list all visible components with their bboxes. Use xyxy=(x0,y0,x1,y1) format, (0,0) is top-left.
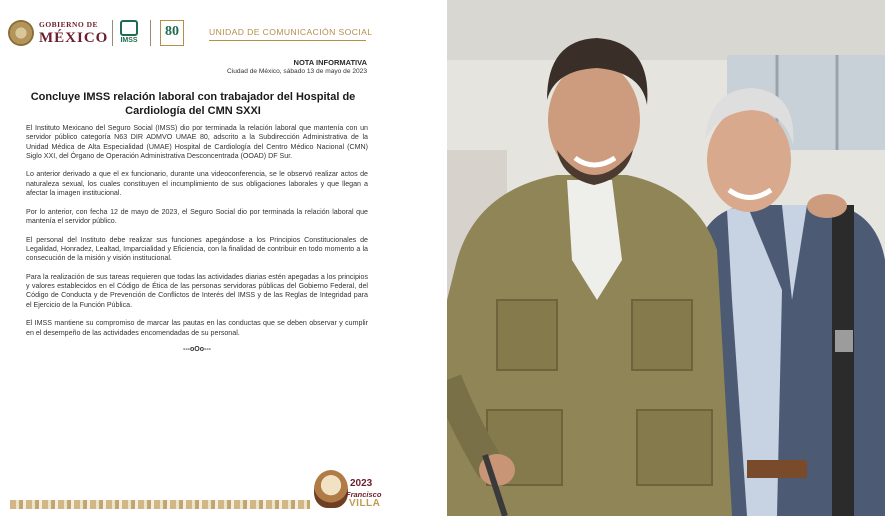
imss-logo xyxy=(118,20,140,46)
paragraph: Por lo anterior, con fecha 12 de mayo de 2023, el Seguro Social dio por terminada la relación laboral que mantenía el servidor público. xyxy=(26,207,368,225)
lower-pocket xyxy=(637,410,712,485)
photo-two-men xyxy=(447,0,885,516)
hand-on-shoulder xyxy=(807,194,847,218)
end-separator: ---oOo--- xyxy=(183,346,211,354)
press-release-document xyxy=(0,0,385,516)
ceiling xyxy=(447,0,885,60)
imss-logo-text: IMSS xyxy=(120,37,138,44)
paragraph: El personal del Instituto debe realizar sus funciones apegándose a los Principios Constitucionales de Legalidad, Honradez, Lealtad, Imparcialidad y Eficiencia, con la finalidad de contribuir en todo momento a la consecución de la misión y visión institucional. xyxy=(26,235,368,263)
footer-name-line1: Francisco xyxy=(346,490,382,499)
gob-small-text: GOBIERNO DE xyxy=(39,20,99,29)
paragraph: Lo anterior derivado a que el ex funcionario, durante una videoconferencia, se le observó realizar actos de naturaleza sexual, los cuales constituyen el incumplimiento de sus obligaciones laborales y que llegan a afectar la imagen institucional. xyxy=(26,170,368,198)
anniversary-logo: 80 xyxy=(160,20,184,46)
paragraph: El Instituto Mexicano del Seguro Social (IMSS) dio por terminada la relación laboral que mantenía con un servidor público categoría N63 DIR ADMVO UMAE 80, adscrito a la Subdirección Administrativa de la Unidad Médica de Alta Especialidad (UMAE) Hospital de Cardiología del Centro Médico Nacional (CMN) Siglo XXI, del Órgano de Operación Administrativa Desconcentrada (OOAD) DF Sur. xyxy=(26,124,368,160)
letterhead xyxy=(8,18,378,50)
chest-pocket xyxy=(497,300,557,370)
panel-gap xyxy=(385,0,447,516)
note-type: NOTA INFORMATIVA xyxy=(293,58,367,67)
strap-buckle xyxy=(835,330,853,352)
imss-eagle-icon xyxy=(120,20,138,36)
paragraph: El IMSS mantiene su compromiso de marcar las pautas en las conductas que se deben observar y cumplir en el desempeño de las actividades encomendadas de su personal. xyxy=(26,319,368,337)
note-date: Ciudad de México, sábado 13 de mayo de 2023 xyxy=(226,68,367,75)
footer-name-line2: VILLA xyxy=(349,498,381,509)
francisco-villa-portrait-icon xyxy=(314,470,348,508)
unit-underline xyxy=(209,40,366,41)
footer-year: 2023 xyxy=(350,478,373,489)
unit-name: UNIDAD DE COMUNICACIÓN SOCIAL xyxy=(209,27,373,37)
release-title: Concluye IMSS relación laboral con trabajador del Hospital de Cardiología del CMN SXXI xyxy=(30,91,356,117)
release-body xyxy=(26,124,368,354)
header-divider xyxy=(112,20,113,46)
belt xyxy=(747,460,807,478)
government-logo xyxy=(39,21,108,46)
government-emblem-icon xyxy=(8,20,34,46)
footer-decorative-band xyxy=(10,500,310,509)
bag-strap xyxy=(832,205,854,516)
gob-big-text: MÉXICO xyxy=(39,29,109,46)
chest-pocket xyxy=(632,300,692,370)
header-divider xyxy=(150,20,151,46)
photo-illustration xyxy=(447,0,885,516)
paragraph: Para la realización de sus tareas requieren que todas las actividades diarias estén apegadas a los principios y valores establecidos en el Código de Ética de las personas servidoras públicas del Gobierno Federal, del Código de Conducta y de Prevención de Conflictos de Interés del IMSS y de las Reglas de Integridad para el Ejercicio de la Función Pública. xyxy=(26,272,368,309)
